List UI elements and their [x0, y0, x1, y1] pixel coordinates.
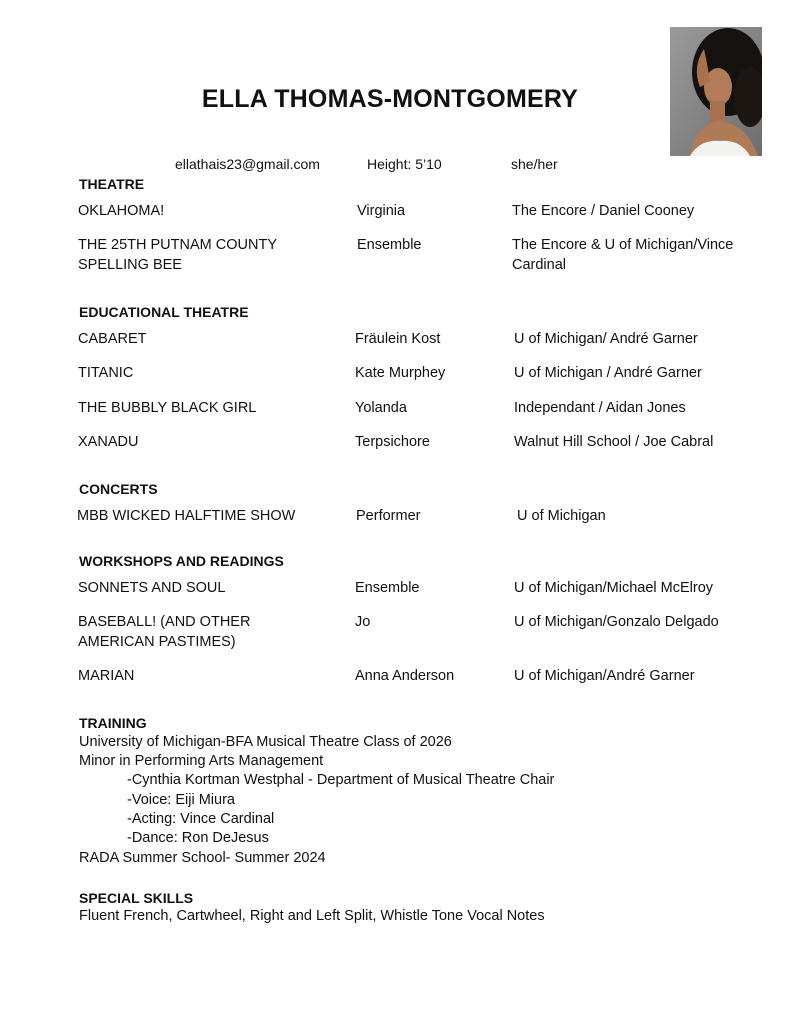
concerts-row-company: U of Michigan [517, 508, 606, 524]
educational-row-role: Kate Murphey [355, 365, 446, 381]
theatre-row-role: Ensemble [357, 237, 422, 253]
educational-row-company: Walnut Hill School / Joe Cabral [514, 434, 714, 450]
workshops-row-company: U of Michigan/Michael McElroy [514, 580, 714, 596]
workshops-heading: WORKSHOPS AND READINGS [79, 553, 284, 569]
educational-theatre-heading: EDUCATIONAL THEATRE [79, 304, 249, 320]
educational-row-title: TITANIC [78, 365, 134, 381]
training-line: -Voice: Eiji Miura [127, 792, 235, 808]
workshops-row-role: Ensemble [355, 580, 420, 596]
training-line: University of Michigan-BFA Musical Theatre Class of 2026 [79, 734, 452, 750]
training-line: -Acting: Vince Cardinal [127, 811, 275, 827]
educational-row-title: XANADU [78, 434, 139, 450]
concerts-row-role: Performer [356, 508, 421, 524]
training-line: RADA Summer School- Summer 2024 [79, 850, 326, 866]
theatre-row-company: The Encore & U of Michigan/Vince Cardinal [512, 237, 734, 273]
workshops-row-company: U of Michigan/André Garner [514, 668, 695, 684]
training-heading: TRAINING [79, 715, 147, 731]
educational-row-role: Fräulein Kost [355, 331, 441, 347]
concerts-row-title: MBB WICKED HALFTIME SHOW [77, 508, 296, 524]
special-skills-heading: SPECIAL SKILLS [79, 890, 194, 906]
height-text: Height: 5’10 [367, 156, 442, 172]
training-line: Minor in Performing Arts Management [79, 753, 324, 769]
workshops-row-role: Anna Anderson [355, 668, 455, 684]
workshops-row-title: BASEBALL! (AND OTHER AMERICAN PASTIMES) [78, 614, 251, 650]
workshops-row-title: MARIAN [78, 668, 135, 684]
educational-row-role: Terpsichore [355, 434, 430, 450]
training-line: -Cynthia Kortman Westphal - Department of Musical Theatre Chair [127, 772, 555, 788]
theatre-row-role: Virginia [357, 203, 406, 219]
name-heading: ELLA THOMAS-MONTGOMERY [201, 85, 579, 113]
educational-row-company: U of Michigan / André Garner [514, 365, 702, 381]
theatre-row-title: THE 25TH PUTNAM COUNTY SPELLING BEE [78, 237, 277, 273]
email-text: ellathais23@gmail.com [175, 156, 320, 172]
theatre-row-company: The Encore / Daniel Cooney [512, 203, 695, 219]
educational-row-role: Yolanda [355, 400, 407, 416]
concerts-heading: CONCERTS [79, 481, 158, 497]
educational-row-company: Independant / Aidan Jones [514, 400, 686, 416]
theatre-heading: THEATRE [79, 176, 145, 192]
special-skills-text: Fluent French, Cartwheel, Right and Left Split, Whistle Tone Vocal Notes [79, 908, 545, 924]
pronouns-text: she/her [511, 156, 558, 172]
educational-row-title: THE BUBBLY BLACK GIRL [78, 400, 257, 416]
workshops-row-company: U of Michigan/Gonzalo Delgado [514, 614, 719, 630]
workshops-row-title: SONNETS AND SOUL [78, 580, 226, 596]
workshops-row-role: Jo [355, 614, 371, 630]
theatre-row-title: OKLAHOMA! [78, 203, 165, 219]
educational-row-title: CABARET [78, 331, 147, 347]
educational-row-company: U of Michigan/ André Garner [514, 331, 698, 347]
training-line: -Dance: Ron DeJesus [127, 830, 269, 846]
